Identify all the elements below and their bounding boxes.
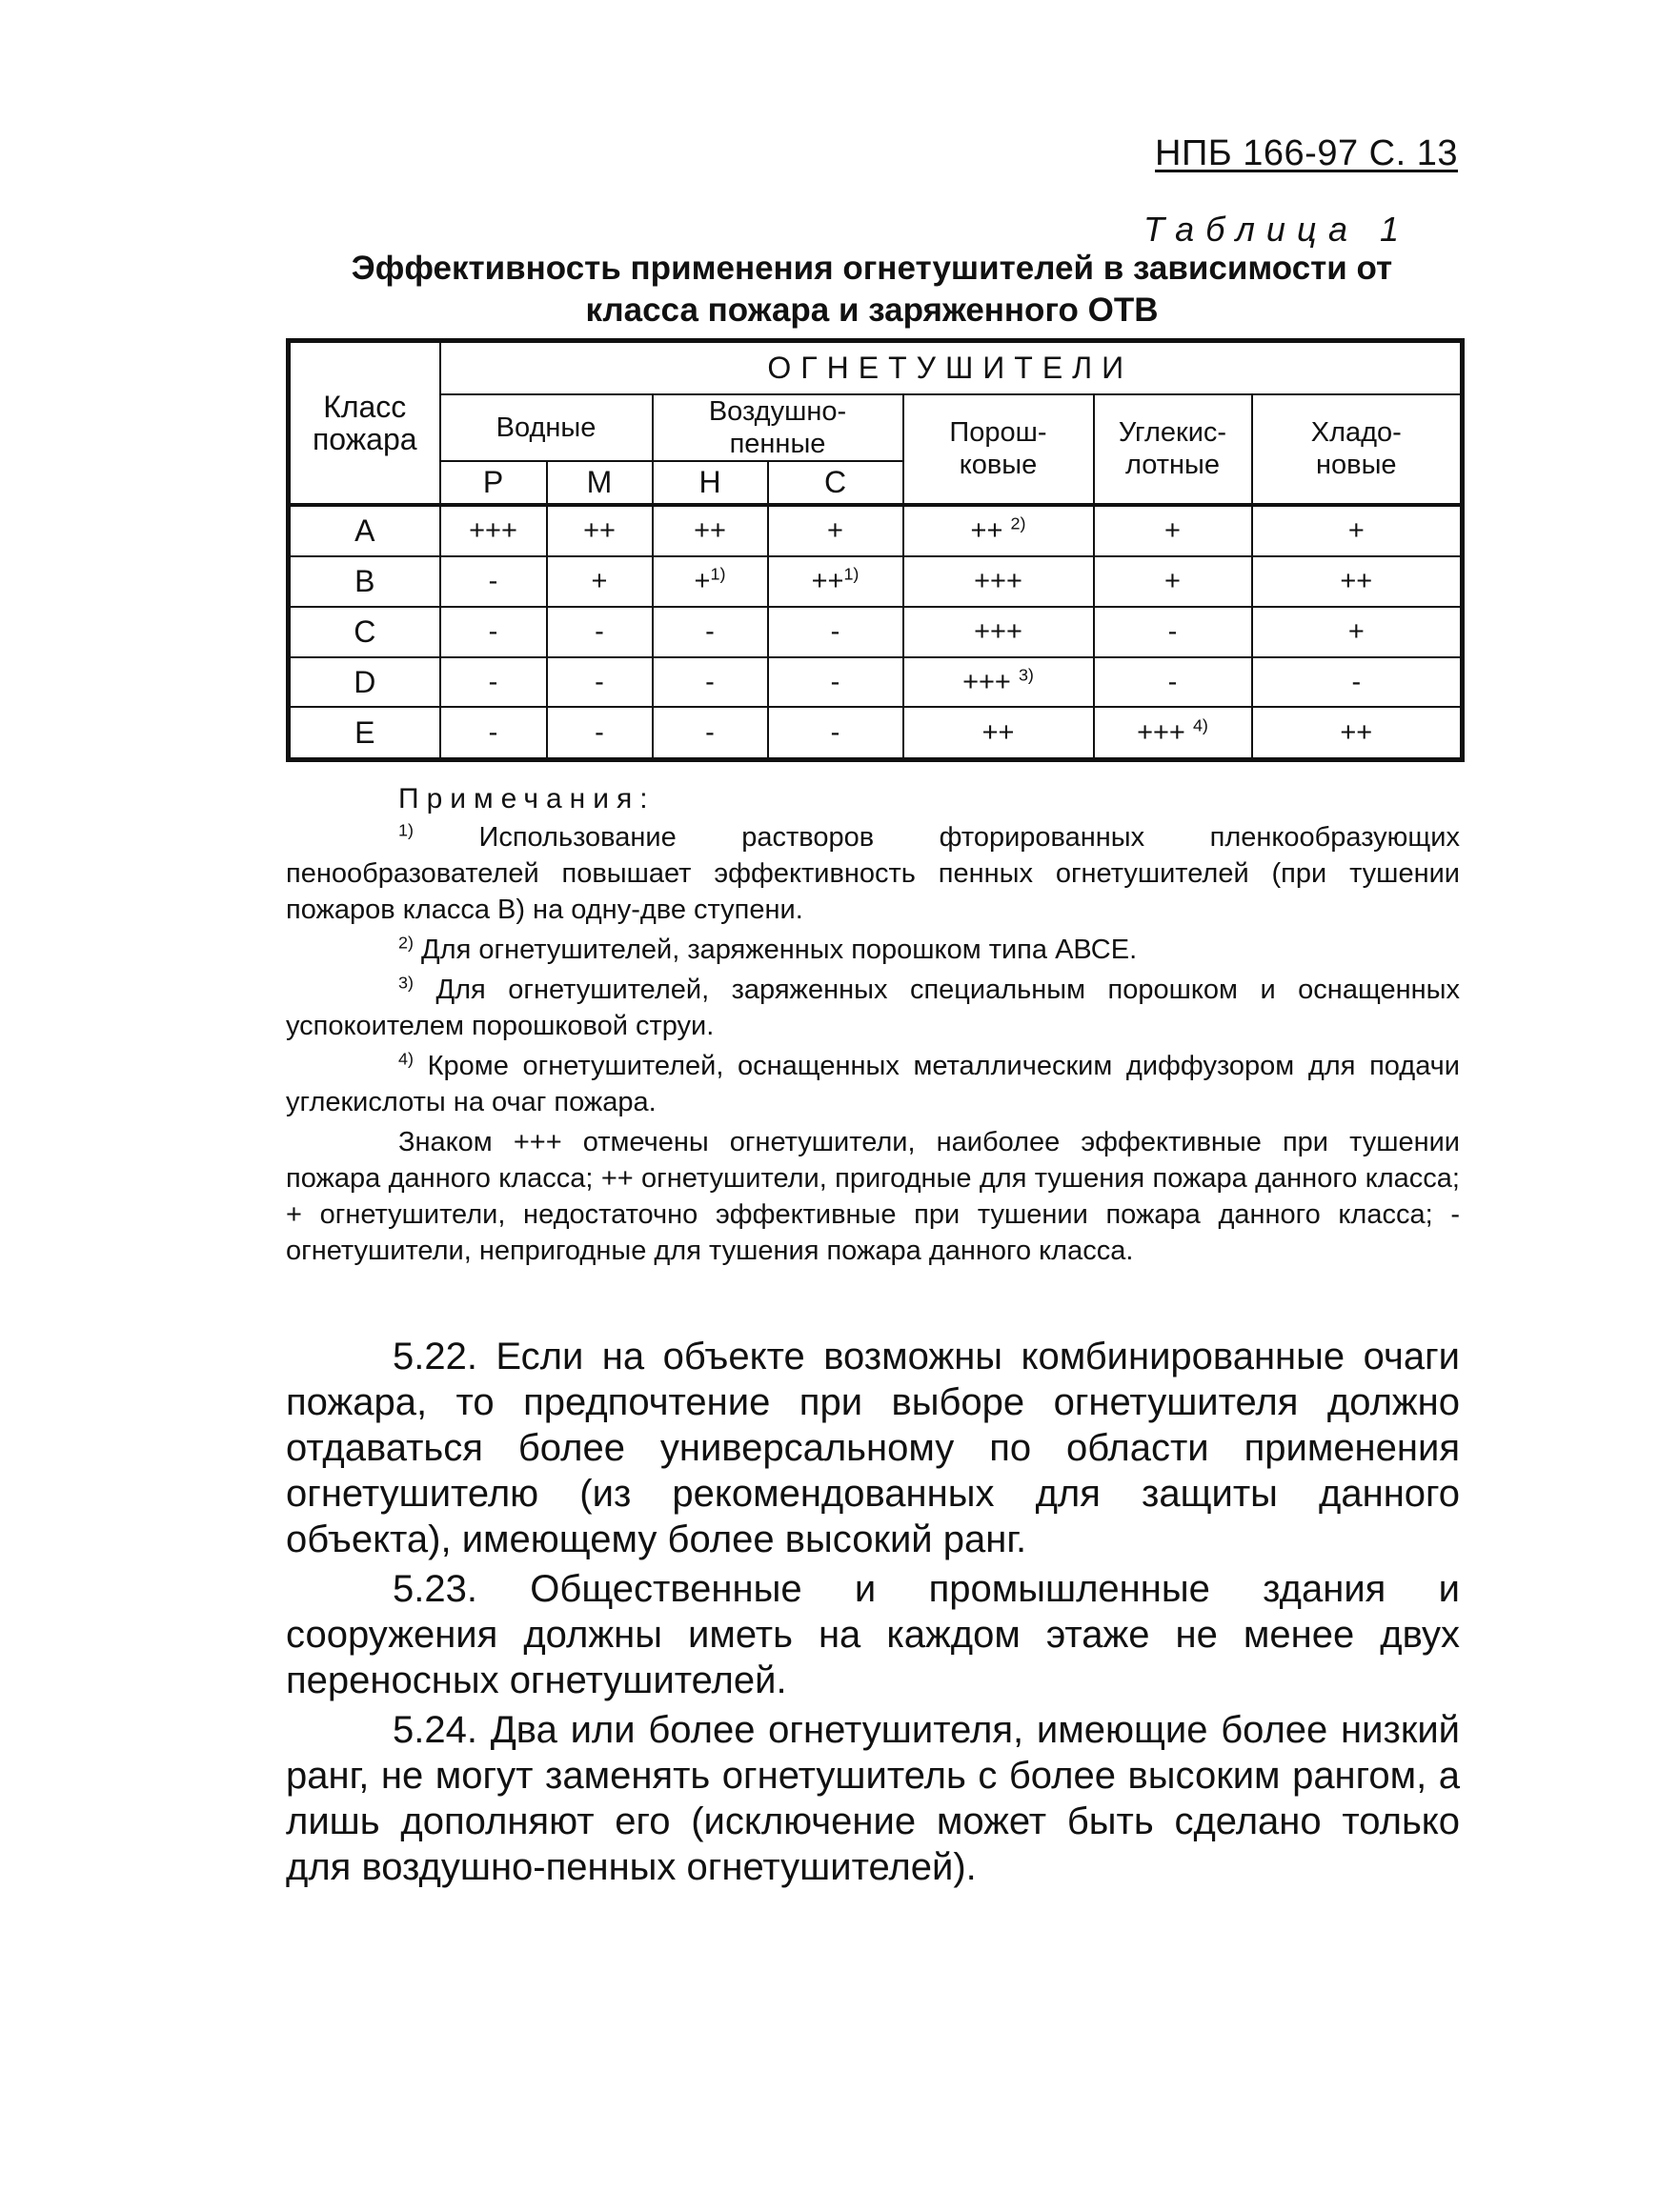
cell-value: + xyxy=(1164,566,1181,597)
cell-foam-n xyxy=(653,707,768,759)
cell-water-p: - xyxy=(440,707,547,759)
cell-value: +++ xyxy=(974,616,1022,648)
row-class: A xyxy=(289,505,440,556)
table-row xyxy=(289,657,1463,708)
row-class: B xyxy=(289,556,440,607)
cell-value: ++ xyxy=(694,515,726,547)
note-2 xyxy=(286,932,1460,968)
table-row xyxy=(289,607,1463,657)
cell-co2 xyxy=(1094,607,1252,657)
cell-value: + xyxy=(827,515,843,547)
cell-foam-s xyxy=(768,607,903,657)
table-row xyxy=(289,556,1463,607)
cell-foam-n xyxy=(653,556,768,607)
table-title-line2: класса пожара и заряженного ОТВ xyxy=(585,292,1159,329)
cell-co2 xyxy=(1094,505,1252,556)
notes-heading: Примечания: xyxy=(398,783,656,814)
subheader-m: М xyxy=(547,461,653,505)
cell-powder xyxy=(903,657,1094,708)
notes-legend: Знаком +++ отмечены огнетушители, наиболее эффективные при тушении пожара данного класса; ++ огнетушители, пригодные для тушения пожара данного класса; + огнетушители, недостаточно эффективные при тушении пожара данного класса; - огнетушители, непригодные для тушения пожара данного класса. xyxy=(286,1127,1460,1266)
cell-value: ++ xyxy=(981,717,1015,749)
cell-powder xyxy=(903,505,1094,556)
cell-foam-n xyxy=(653,657,768,708)
subheader-p: Р xyxy=(440,461,547,505)
cell-foam-s xyxy=(768,657,903,708)
table-row xyxy=(289,505,1463,556)
note-marker: 2) xyxy=(398,933,414,953)
cell-co2 xyxy=(1094,556,1252,607)
note-marker: 4) xyxy=(398,1049,414,1069)
cell-value: +++ xyxy=(1137,717,1185,749)
note-text: Для огнетушителей, заряженных специальным порошком и оснащенных успокоителем порошковой струи. xyxy=(286,975,1460,1041)
cell-value: - xyxy=(1167,616,1178,648)
cell-water-m: - xyxy=(547,607,653,657)
note-text: Для огнетушителей, заряженных порошком типа АВСЕ. xyxy=(421,935,1138,965)
cell-value: - xyxy=(830,666,840,697)
subheader-s: С xyxy=(768,461,903,505)
footnote-ref: 2) xyxy=(1010,513,1026,533)
row-class: E xyxy=(289,707,440,759)
note-marker: 3) xyxy=(398,973,414,993)
table-row xyxy=(289,707,1463,759)
cell-value: ++ xyxy=(970,515,1003,547)
table-title xyxy=(286,248,1458,332)
cell-value: - xyxy=(705,616,715,648)
cell-water-m: - xyxy=(547,707,653,759)
table-title-line1: Эффективность применения огнетушителей в зависимости от xyxy=(351,250,1393,287)
note-text: Использование растворов фторированных пленкообразующих пенообразователей повышает эффективность пенных огнетушителей (при тушении пожаров класса В) на одну-две ступени. xyxy=(286,822,1460,925)
paragraph-5-24: 5.24. Два или более огнетушителя, имеющие более низкий ранг, не могут заменять огнетушитель с более высоким рангом, а лишь дополняют его (исключение может быть сделано только для воздушно-пенных огнетушителей). xyxy=(286,1709,1460,1888)
cell-water-m: ++ xyxy=(547,505,653,556)
cell-water-p: - xyxy=(440,607,547,657)
cell-foam-n xyxy=(653,607,768,657)
cell-water-p: - xyxy=(440,556,547,607)
cell-freon: - xyxy=(1252,657,1463,708)
note-3 xyxy=(286,972,1460,1044)
footnote-ref: 3) xyxy=(1018,665,1034,685)
note-1 xyxy=(286,819,1460,928)
header-water: Водные xyxy=(440,394,653,461)
body-text xyxy=(286,1334,1460,1894)
cell-value: ++ xyxy=(811,566,844,597)
row-class: D xyxy=(289,657,440,708)
header-co2: Углекис-лотные xyxy=(1094,394,1252,505)
cell-powder xyxy=(903,707,1094,759)
cell-value: +++ xyxy=(974,566,1022,597)
cell-powder xyxy=(903,607,1094,657)
cell-freon: ++ xyxy=(1252,707,1463,759)
cell-foam-s xyxy=(768,505,903,556)
cell-value: - xyxy=(830,717,840,749)
cell-value: - xyxy=(1167,666,1178,697)
cell-foam-s xyxy=(768,556,903,607)
cell-value: + xyxy=(694,566,711,597)
cell-powder xyxy=(903,556,1094,607)
note-marker: 1) xyxy=(398,820,414,840)
footnote-ref: 1) xyxy=(710,564,726,584)
cell-co2 xyxy=(1094,707,1252,759)
footnote-ref: 1) xyxy=(843,564,860,584)
cell-freon: + xyxy=(1252,505,1463,556)
paragraph-5-22: 5.22. Если на объекте возможны комбинированные очаги пожара, то предпочтение при выборе огнетушителя должно отдаваться более универсальному по области применения огнетушителю (из рекомендованных для защиты данного объекта), имеющему более высокий ранг. xyxy=(286,1336,1460,1560)
cell-co2 xyxy=(1094,657,1252,708)
subheader-n: Н xyxy=(653,461,768,505)
cell-freon: + xyxy=(1252,607,1463,657)
cell-value: +++ xyxy=(962,666,1011,697)
cell-freon: ++ xyxy=(1252,556,1463,607)
note-text: Кроме огнетушителей, оснащенных металлическим диффузором для подачи углекислоты на очаг пожара. xyxy=(286,1051,1460,1117)
header-extinguishers: ОГНЕТУШИТЕЛИ xyxy=(440,341,1463,394)
table-label: Таблица 1 xyxy=(1143,210,1410,249)
cell-foam-n xyxy=(653,505,768,556)
cell-foam-s xyxy=(768,707,903,759)
cell-value: + xyxy=(1164,515,1181,547)
header-fire-class: Класс пожара xyxy=(289,341,440,505)
cell-water-m: + xyxy=(547,556,653,607)
footnote-ref: 4) xyxy=(1192,715,1208,735)
cell-value: - xyxy=(705,666,715,697)
cell-value: - xyxy=(705,717,715,749)
paragraph-5-23: 5.23. Общественные и промышленные здания и сооружения должны иметь на каждом этаже не менее двух переносных огнетушителей. xyxy=(286,1568,1460,1701)
cell-water-p: - xyxy=(440,657,547,708)
cell-water-p: +++ xyxy=(440,505,547,556)
header-foam: Воздушно-пенные xyxy=(653,394,903,461)
effectiveness-table xyxy=(286,338,1465,762)
note-4 xyxy=(286,1048,1460,1120)
row-class: C xyxy=(289,607,440,657)
header-freon: Хладо-новые xyxy=(1252,394,1463,505)
notes xyxy=(286,819,1460,1273)
page-reference: НПБ 166-97 С. 13 xyxy=(1155,133,1458,173)
header-powder: Порош-ковые xyxy=(903,394,1094,505)
cell-value: - xyxy=(830,616,840,648)
cell-water-m: - xyxy=(547,657,653,708)
